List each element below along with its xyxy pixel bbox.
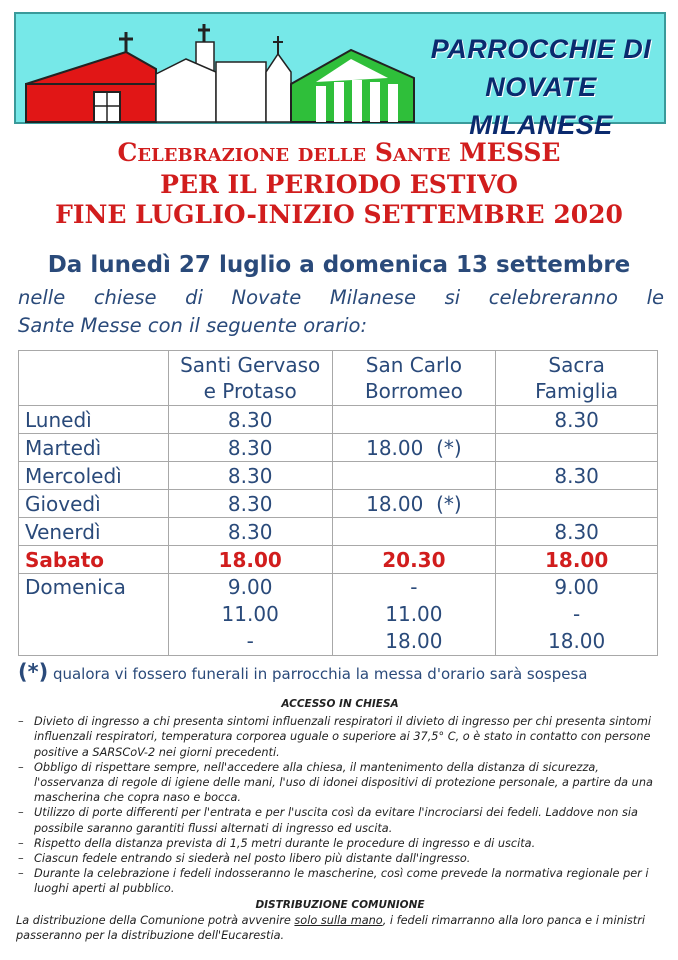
footnote-mark: (*) [18,660,49,684]
time-cell: 18.00 [168,546,332,574]
header-sacra-famiglia [496,351,658,406]
intro-line2: Sante Messe con il seguente orario: [18,314,368,337]
header-line: Famiglia [535,379,619,403]
list-item: – Obbligo di rispettare sempre, nell'accedere alla chiesa, il mantenimento della distanza di sicurezza, l'osservanza di regole di igiene delle mani, l'uso di idonei dispositivi di protezione personale, a partire da una mascherina che copra naso e bocca. [16,760,664,806]
time-cell: 18.00 [496,546,658,574]
access-title: ACCESSO IN CHIESA [281,698,399,710]
table-header-row [19,351,658,406]
footnote [18,660,668,684]
time-entry: 9.00 [554,575,599,599]
access-rules-list [16,714,664,896]
time-entry: 18.00 [548,629,606,653]
white-church-icon [156,24,291,122]
header-san-carlo [332,351,496,406]
communion-text-part: La distribuzione della Comunione potrà avvenire [16,913,295,927]
headline-line3: FINE LUGLIO-INIZIO SETTEMBRE 2020 [55,200,623,229]
red-church-icon [26,32,156,122]
time-cell [496,434,658,462]
time-entry: - [410,575,418,599]
churches-illustration [16,14,416,124]
table-row [19,490,658,518]
date-range: Da lunedì 27 luglio a domenica 13 settembre [47,252,631,278]
time-cell: 8.30 [496,518,658,546]
time-entry: - [246,629,254,653]
header-empty [19,351,169,406]
time-entry: 9.00 [227,575,273,599]
header-line: San Carlo [365,353,462,377]
header-santi-gervaso [168,351,332,406]
time-cell: 18.00 (*) [332,434,496,462]
day-cell: Giovedì [19,490,169,518]
time-cell: 8.30 [168,462,332,490]
table-row [19,462,658,490]
time-cell [496,490,658,518]
day-cell: Venerdì [19,518,169,546]
time-cell [332,574,496,656]
time-entry: - [573,602,581,626]
banner-title-line1: PARROCCHIE DI [430,34,652,64]
headline-line1: Celebrazione delle Sante MESSE [117,138,561,167]
header-banner [14,12,666,140]
communion-title: DISTRIBUZIONE COMUNIONE [255,898,425,911]
day-cell [19,574,169,656]
time-cell: 8.30 [168,490,332,518]
day-label: Domenica [25,575,126,599]
time-cell: 8.30 [168,406,332,434]
day-cell: Mercoledì [19,462,169,490]
footnote-text: qualora vi fossero funerali in parrocchia la messa d'orario sarà sospesa [48,665,588,683]
time-cell: 20.30 [332,546,496,574]
time-cell: 8.30 [496,406,658,434]
mass-schedule-table [18,350,658,656]
header-line: Borromeo [364,379,463,403]
intro-text [18,284,664,340]
list-item: – Divieto di ingresso a chi presenta sintomi influenzali respiratori il divieto di ingresso per chi presenta sintomi influenzali respiratori, temperatura corporea uguale o superiore ai 37,5° C, o è stato in contatto con persone positive a SARSCoV-2 nei giorni precedenti. [16,714,664,760]
time-cell: 8.30 [168,434,332,462]
intro-line1: nelle chiese di Novate Milanese si celebreranno le [18,286,664,309]
day-cell: Lunedì [19,406,169,434]
table-row [19,434,658,462]
table-row [19,518,658,546]
header-line: Santi Gervaso [180,353,321,377]
headline-line2: PER IL PERIODO ESTIVO [160,170,518,199]
table-row-sunday [19,574,658,656]
day-cell: Sabato [19,546,169,574]
header-line: e Protaso [203,379,297,403]
time-cell: 18.00 (*) [332,490,496,518]
table-row-saturday [19,546,658,574]
access-section [16,697,664,943]
time-entry: 11.00 [221,602,279,626]
day-cell: Martedì [19,434,169,462]
communion-text-underlined: solo sulla mano [294,913,383,927]
banner-title-line2: NOVATE MILANESE [469,72,613,140]
time-entry: 18.00 [385,629,443,653]
list-item: – Ciascun fedele entrando si siederà nel posto libero più distante dall'ingresso. [16,851,664,866]
communion-text [16,913,664,943]
banner-title [416,30,666,144]
green-church-icon [291,50,414,122]
time-cell [496,574,658,656]
time-cell [332,406,496,434]
list-item: – Durante la celebrazione i fedeli indosseranno le mascherine, così come prevede la normativa regionale per i luoghi aperti al pubblico. [16,866,664,896]
time-cell: 8.30 [168,518,332,546]
time-cell [332,462,496,490]
table-row [19,406,658,434]
list-item: – Utilizzo di porte differenti per l'entrata e per l'uscita così da evitare l'incrociarsi dei fedeli. Laddove non sia possibile saranno garantiti flussi alternati di ingresso ed uscita. [16,805,664,835]
time-cell [168,574,332,656]
header-line: Sacra [548,353,605,377]
list-item: – Rispetto della distanza prevista di 1,5 metri durante le procedure di ingresso e di uscita. [16,836,664,851]
time-entry: 11.00 [385,602,443,626]
time-cell: 8.30 [496,462,658,490]
communion-text-part: , i fedeli rimarranno alla loro panca e i ministri passeranno per la distribuzione dell'Eucarestia. [16,913,645,943]
time-cell [332,518,496,546]
